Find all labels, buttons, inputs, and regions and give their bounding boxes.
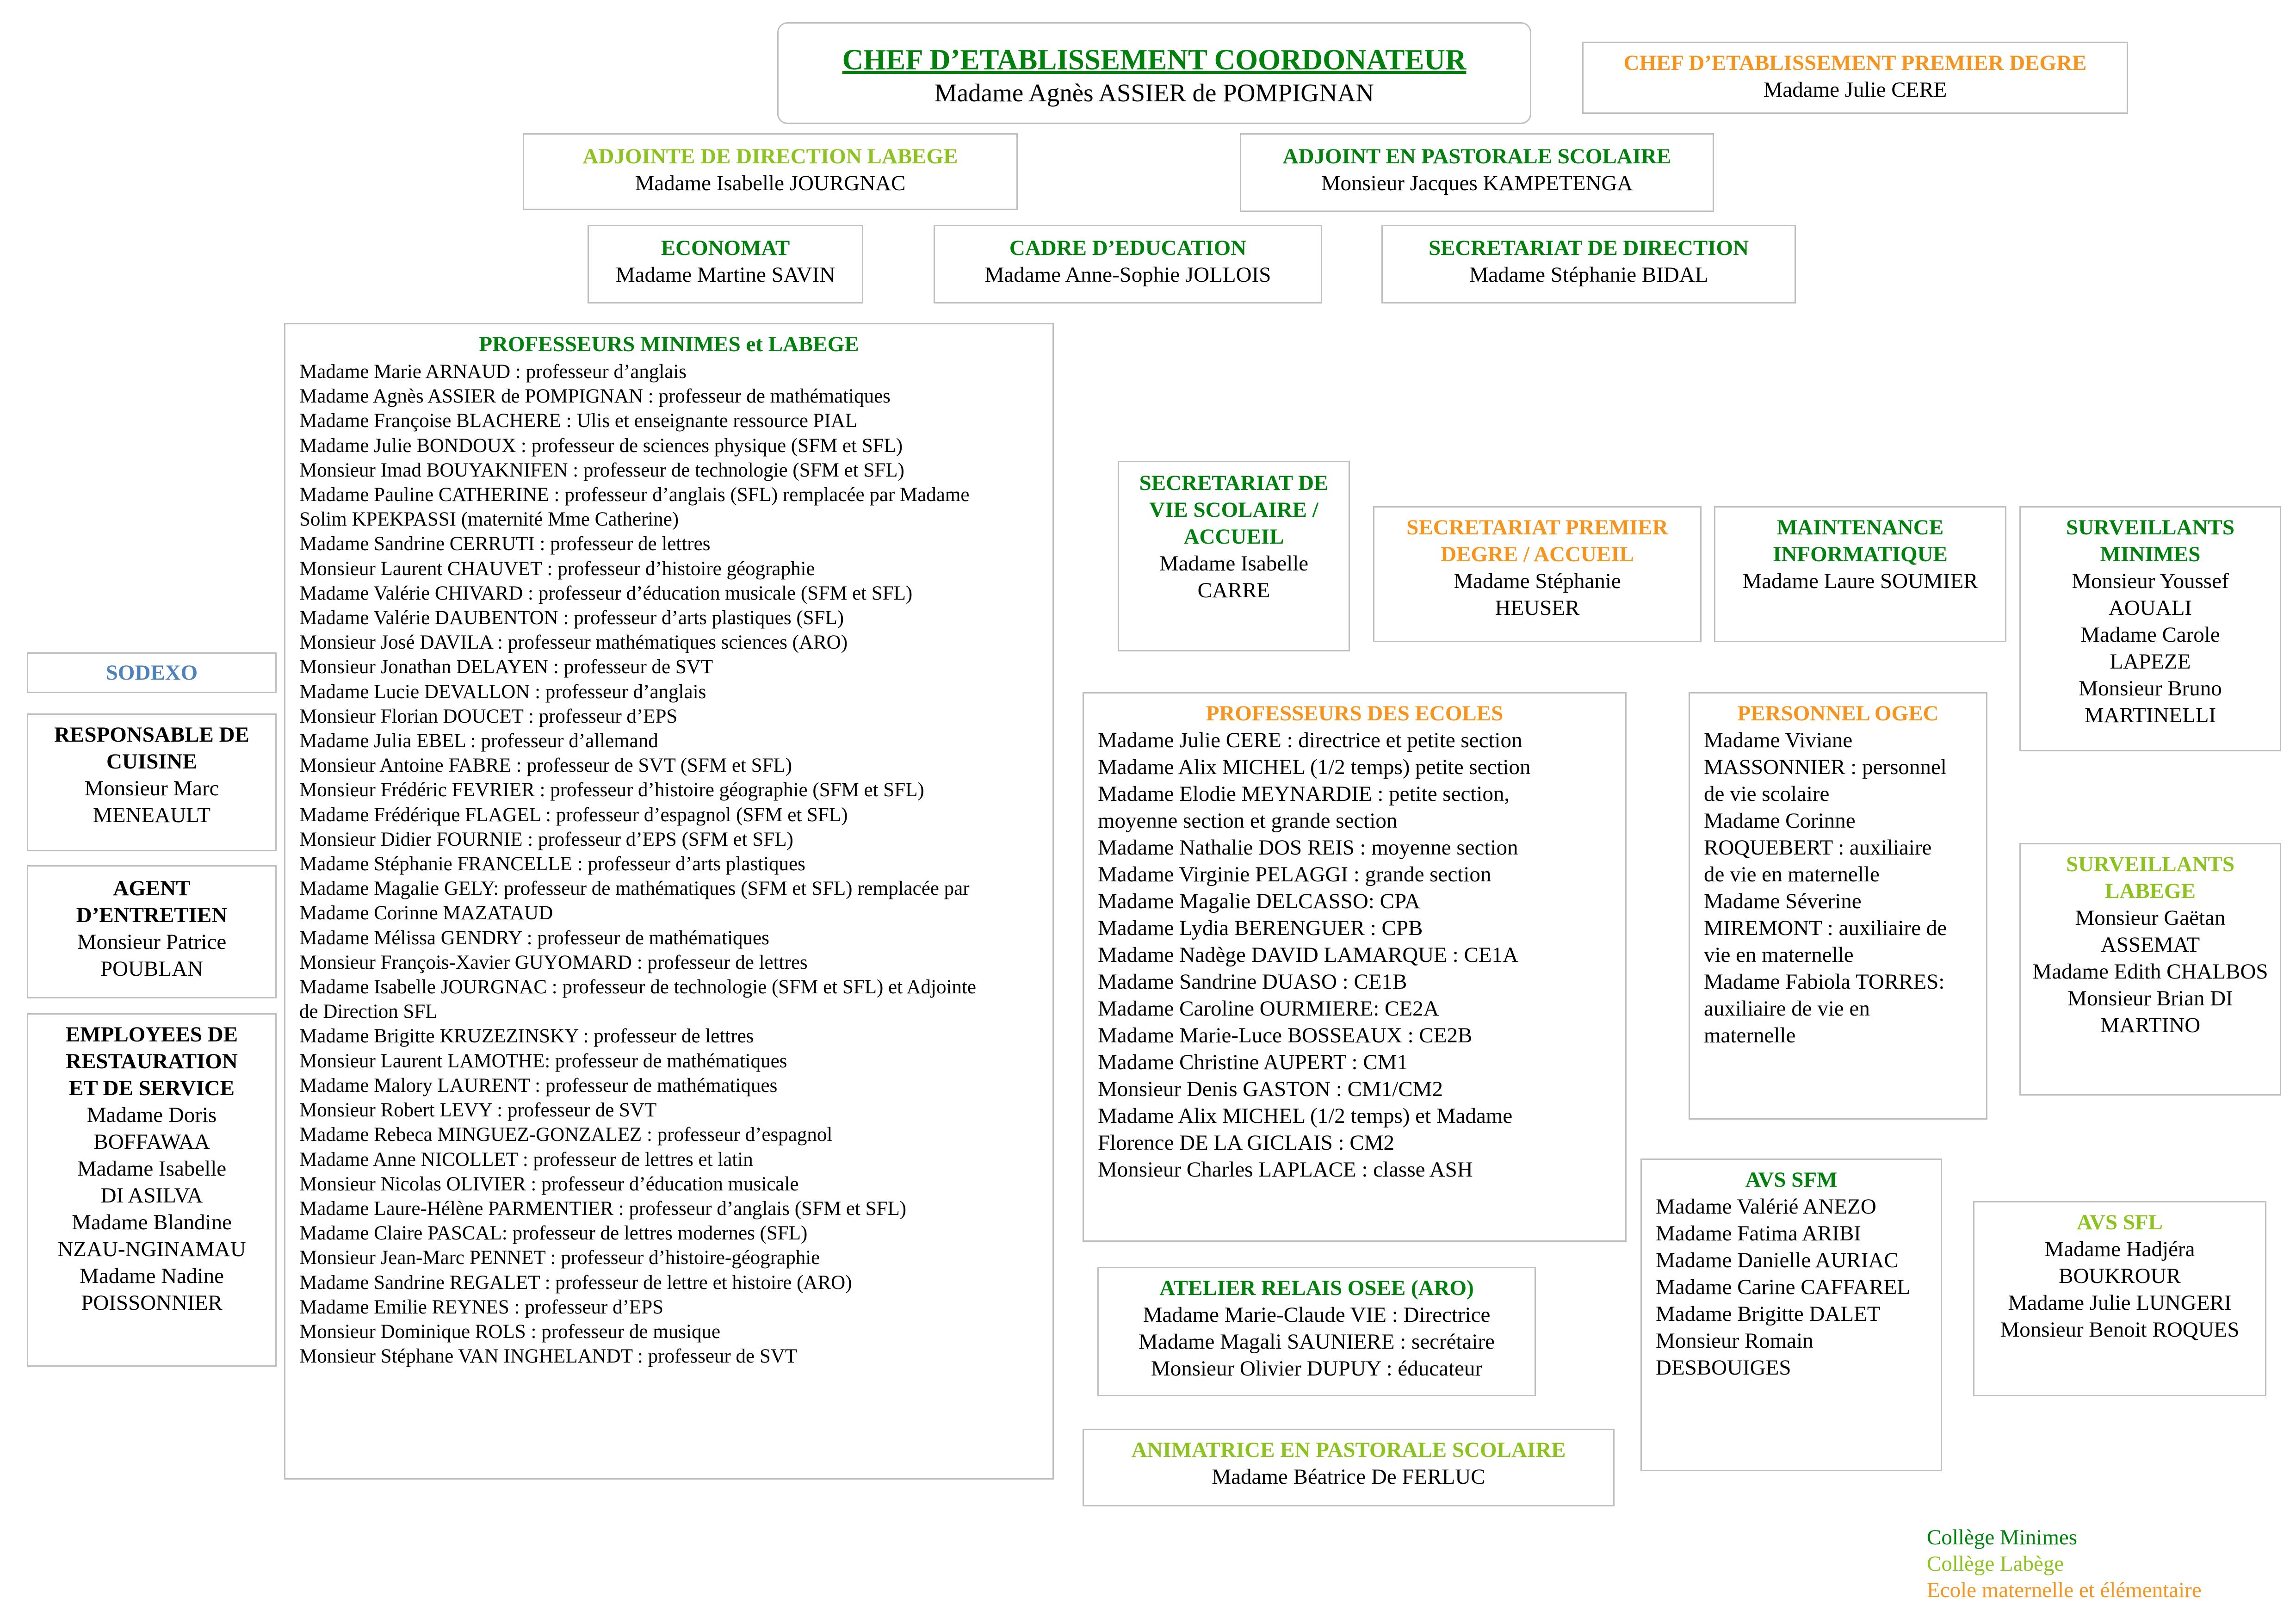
teacher-line: Madame Agnès ASSIER de POMPIGNAN : professeur de mathématiques xyxy=(299,385,891,408)
teacher-line: Monsieur Antoine FABRE : professeur de SVT (SFM et SFL) xyxy=(299,755,792,777)
person-name: MENEAULT xyxy=(93,803,211,827)
person-name: MARTINELLI xyxy=(2084,703,2216,727)
adjointe-direction-box xyxy=(523,133,1018,210)
teacher-line: Madame Valérie DAUBENTON : professeur d’arts plastiques (SFL) xyxy=(299,607,844,629)
teacher-line: Monsieur Florian DOUCET : professeur d’EPS xyxy=(299,705,678,727)
secretariat-direction-box xyxy=(1381,225,1796,304)
teacher-line: Madame Julie BONDOUX : professeur de sciences physique (SFM et SFL) xyxy=(299,434,903,457)
personnel-ogec-title: PERSONNEL OGEC xyxy=(1737,701,1939,725)
staff-line: Madame Viviane xyxy=(1704,728,1853,752)
person-name: Madame Danielle AURIAC xyxy=(1656,1248,1899,1272)
secretariat-premier-degre-names xyxy=(1381,568,1694,621)
person-name: MARTINO xyxy=(2100,1013,2201,1037)
title-line: ACCUEIL xyxy=(1183,525,1284,549)
agent-entretien-box xyxy=(27,865,277,998)
teacher-line: Madame Magalie GELY: professeur de mathématiques (SFM et SFL) remplacée par xyxy=(299,878,970,900)
avs-sfl-names xyxy=(1981,1236,2259,1343)
legend-ecole: Ecole maternelle et élémentaire xyxy=(1927,1578,2202,1602)
teacher-line: Madame Emilie REYNES : professeur d’EPS xyxy=(299,1296,664,1318)
teacher-line: Monsieur Stéphane VAN INGHELANDT : professeur de SVT xyxy=(299,1345,798,1368)
chef-coordonateur-name: Madame Agnès ASSIER de POMPIGNAN xyxy=(934,79,1374,107)
teacher-line: Madame Nadège DAVID LAMARQUE : CE1A xyxy=(1098,943,1518,967)
professeurs-minimes-labege-list xyxy=(299,359,1039,1369)
teacher-line: Madame Nathalie DOS REIS : moyenne section xyxy=(1098,836,1518,860)
staff-line: ROQUEBERT : auxiliaire xyxy=(1704,836,1932,860)
person-name: LAPEZE xyxy=(2110,650,2191,674)
person-name: Madame Doris xyxy=(87,1103,217,1127)
teacher-line: Madame Alix MICHEL (1/2 temps) petite section xyxy=(1098,755,1531,779)
person-name: Madame Isabelle xyxy=(1159,551,1309,576)
cadre-education-title: CADRE D’EDUCATION xyxy=(1009,236,1247,260)
secretariat-direction-name: Madame Stéphanie BIDAL xyxy=(1469,263,1708,287)
teacher-line: Madame Rebeca MINGUEZ-GONZALEZ : professeur d’espagnol xyxy=(299,1124,833,1146)
sodexo-box xyxy=(27,652,277,693)
title-line: LABEGE xyxy=(2105,879,2196,903)
teacher-line: Monsieur José DAVILA : professeur mathématiques sciences (ARO) xyxy=(299,632,848,654)
employees-restauration-box xyxy=(27,1013,277,1367)
secretariat-direction-title: SECRETARIAT DE DIRECTION xyxy=(1428,236,1749,260)
person-name: Madame Marie-Claude VIE : Directrice xyxy=(1143,1303,1491,1327)
teacher-line: Madame Sandrine REGALET : professeur de lettre et histoire (ARO) xyxy=(299,1271,852,1294)
secretariat-vie-scolaire-title xyxy=(1126,470,1342,550)
chef-premier-degre-box xyxy=(1582,42,2128,114)
atelier-relais-names xyxy=(1105,1301,1528,1382)
secretariat-vie-scolaire-box xyxy=(1118,461,1350,651)
atelier-relais-title: ATELIER RELAIS OSEE (ARO) xyxy=(1159,1276,1474,1300)
teacher-line: Madame Virginie PELAGGI : grande section xyxy=(1098,862,1491,886)
teacher-line: Monsieur Jean-Marc PENNET : professeur d’histoire-géographie xyxy=(299,1247,820,1269)
teacher-line: Madame Caroline OURMIERE: CE2A xyxy=(1098,997,1439,1021)
teacher-line: Madame Marie-Luce BOSSEAUX : CE2B xyxy=(1098,1023,1473,1047)
maintenance-informatique-names xyxy=(1722,568,1999,595)
chef-coordonateur-title: CHEF D’ETABLISSEMENT COORDONATEUR xyxy=(842,43,1467,76)
secretariat-vie-scolaire-names xyxy=(1126,550,1342,604)
animatrice-pastorale-title: ANIMATRICE EN PASTORALE SCOLAIRE xyxy=(1131,1438,1566,1462)
avs-sfm-title: AVS SFM xyxy=(1745,1168,1838,1192)
staff-line: MIREMONT : auxiliaire de xyxy=(1704,916,1947,940)
teacher-line: Monsieur Denis GASTON : CM1/CM2 xyxy=(1098,1077,1443,1101)
title-line: DEGRE / ACCUEIL xyxy=(1441,542,1634,566)
adjointe-direction-title: ADJOINTE DE DIRECTION LABEGE xyxy=(582,144,958,168)
staff-line: Madame Fabiola TORRES: xyxy=(1704,970,1945,994)
teacher-line: Madame Brigitte KRUZEZINSKY : professeur de lettres xyxy=(299,1025,754,1047)
maintenance-informatique-box xyxy=(1714,506,2006,642)
person-name: Monsieur Bruno xyxy=(2079,676,2222,700)
secretariat-premier-degre-box xyxy=(1373,506,1702,642)
person-name: Madame Isabelle xyxy=(77,1157,227,1181)
staff-line: Madame Séverine xyxy=(1704,889,1862,913)
title-line: SECRETARIAT DE xyxy=(1139,471,1329,495)
staff-line: vie en maternelle xyxy=(1704,943,1854,967)
agent-entretien-title xyxy=(35,875,269,929)
person-name: Madame Hadjéra xyxy=(2044,1237,2195,1261)
title-line: D’ENTRETIEN xyxy=(76,903,228,927)
teacher-line: Madame Malory LAURENT : professeur de mathématiques xyxy=(299,1074,778,1096)
professeurs-minimes-labege-box xyxy=(284,323,1054,1480)
adjoint-pastorale-box xyxy=(1240,133,1714,212)
surveillants-labege-title xyxy=(2023,851,2278,904)
legend-college-labege: Collège Labège xyxy=(1927,1552,2064,1576)
person-name: Monsieur Brian DI xyxy=(2067,986,2233,1010)
person-name: Madame Edith CHALBOS xyxy=(2032,960,2268,984)
teacher-line: Madame Françoise BLACHERE : Ulis et enseignante ressource PIAL xyxy=(299,410,858,432)
person-name: Madame Stéphanie xyxy=(1454,569,1621,593)
staff-line: auxiliaire de vie en xyxy=(1704,997,1870,1021)
color-legend xyxy=(1927,1524,2202,1604)
teacher-line: Madame Christine AUPERT : CM1 xyxy=(1098,1050,1408,1074)
teacher-line: Monsieur Jonathan DELAYEN : professeur de SVT xyxy=(299,656,713,678)
teacher-line: Madame Anne NICOLLET : professeur de lettres et latin xyxy=(299,1148,753,1171)
title-line: AGENT xyxy=(113,876,191,900)
title-line: MINIMES xyxy=(2100,542,2201,566)
surveillants-minimes-names xyxy=(2027,568,2273,729)
person-name: Monsieur Youssef xyxy=(2072,569,2229,593)
person-name: Monsieur Benoit ROQUES xyxy=(2000,1318,2240,1342)
professeurs-ecoles-list xyxy=(1098,727,1611,1183)
teacher-line: Madame Lucie DEVALLON : professeur d’anglais xyxy=(299,681,706,703)
cadre-education-name: Madame Anne-Sophie JOLLOIS xyxy=(984,263,1271,287)
legend-college-minimes: Collège Minimes xyxy=(1927,1525,2078,1549)
responsable-cuisine-title xyxy=(35,721,269,775)
person-name: DESBOUIGES xyxy=(1656,1356,1791,1380)
teacher-line: Madame Stéphanie FRANCELLE : professeur d’arts plastiques xyxy=(299,853,805,875)
responsable-cuisine-names xyxy=(35,775,269,829)
person-name: POISSONNIER xyxy=(81,1291,223,1315)
person-name: Monsieur Patrice xyxy=(77,930,227,954)
teacher-line: Monsieur Dominique ROLS : professeur de musique xyxy=(299,1320,721,1343)
teacher-line: Madame Pauline CATHERINE : professeur d’anglais (SFL) remplacée par Madame xyxy=(299,484,970,506)
adjointe-direction-name: Madame Isabelle JOURGNAC xyxy=(635,171,906,195)
person-name: Monsieur Gaëtan xyxy=(2075,906,2226,930)
title-line: ET DE SERVICE xyxy=(69,1076,235,1100)
professeurs-minimes-labege-title: PROFESSEURS MINIMES et LABEGE xyxy=(479,332,859,356)
teacher-line: de Direction SFL xyxy=(299,1001,438,1023)
teacher-line: Madame Sandrine CERRUTI : professeur de lettres xyxy=(299,533,711,555)
title-line: CUISINE xyxy=(106,750,197,774)
teacher-line: Madame Lydia BERENGUER : CPB xyxy=(1098,916,1423,940)
avs-sfm-list xyxy=(1656,1193,1927,1381)
sodexo-title: SODEXO xyxy=(105,661,198,685)
title-line: RESTAURATION xyxy=(66,1049,238,1073)
teacher-line: Monsieur Robert LEVY : professeur de SVT xyxy=(299,1099,657,1121)
person-name: Madame Nadine xyxy=(80,1264,224,1288)
staff-line: Madame Corinne xyxy=(1704,809,1856,833)
teacher-line: Madame Corinne MAZATAUD xyxy=(299,902,553,924)
person-name: Madame Carine CAFFAREL xyxy=(1656,1275,1911,1299)
teacher-line: Monsieur Laurent LAMOTHE: professeur de mathématiques xyxy=(299,1050,787,1072)
teacher-line: Monsieur Charles LAPLACE : classe ASH xyxy=(1098,1158,1473,1182)
teacher-line: Monsieur François-Xavier GUYOMARD : professeur de lettres xyxy=(299,951,808,973)
person-name: Madame Laure SOUMIER xyxy=(1742,569,1978,593)
professeurs-ecoles-box xyxy=(1083,692,1627,1242)
employees-restauration-names xyxy=(35,1102,269,1316)
teacher-line: Monsieur Laurent CHAUVET : professeur d’histoire géographie xyxy=(299,558,815,580)
teacher-line: Solim KPEKPASSI (maternité Mme Catherine) xyxy=(299,508,679,531)
person-name: Monsieur Olivier DUPUY : éducateur xyxy=(1151,1357,1483,1381)
economat-title: ECONOMAT xyxy=(661,236,790,260)
atelier-relais-box xyxy=(1097,1267,1536,1396)
teacher-line: Madame Julie CERE : directrice et petite section xyxy=(1098,728,1522,752)
title-line: RESPONSABLE DE xyxy=(54,723,249,747)
teacher-line: Madame Laure-Hélène PARMENTIER : professeur d’anglais (SFM et SFL) xyxy=(299,1197,907,1220)
teacher-line: Madame Alix MICHEL (1/2 temps) et Madame xyxy=(1098,1104,1513,1128)
teacher-line: Madame Elodie MEYNARDIE : petite section, xyxy=(1098,782,1510,806)
title-line: INFORMATIQUE xyxy=(1773,542,1948,566)
chef-premier-degre-name: Madame Julie CERE xyxy=(1763,78,1947,102)
person-name: Madame Valérié ANEZO xyxy=(1656,1195,1876,1219)
responsable-cuisine-box xyxy=(27,713,277,851)
person-name: Madame Magali SAUNIERE : secrétaire xyxy=(1138,1330,1495,1354)
person-name: BOUKROUR xyxy=(2059,1264,2181,1288)
economat-name: Madame Martine SAVIN xyxy=(615,263,835,287)
person-name: Madame Blandine xyxy=(72,1210,232,1234)
personnel-ogec-list xyxy=(1704,727,1972,1049)
teacher-line: Florence DE LA GICLAIS : CM2 xyxy=(1098,1131,1394,1155)
teacher-line: Madame Mélissa GENDRY : professeur de mathématiques xyxy=(299,927,769,949)
teacher-line: Madame Frédérique FLAGEL : professeur d’espagnol (SFM et SFL) xyxy=(299,804,848,826)
staff-line: de vie en maternelle xyxy=(1704,862,1880,886)
staff-line: MASSONNIER : personnel xyxy=(1704,755,1947,779)
teacher-line: Madame Claire PASCAL: professeur de lettres modernes (SFL) xyxy=(299,1222,808,1245)
agent-entretien-names xyxy=(35,929,269,982)
person-name: AOUALI xyxy=(2108,596,2192,620)
teacher-line: moyenne section et grande section xyxy=(1098,809,1398,833)
person-name: Monsieur Marc xyxy=(84,776,219,800)
person-name: DI ASILVA xyxy=(100,1183,203,1208)
title-line: SECRETARIAT PREMIER xyxy=(1406,515,1668,539)
title-line: SURVEILLANTS xyxy=(2066,515,2235,539)
teacher-line: Monsieur Imad BOUYAKNIFEN : professeur de technologie (SFM et SFL) xyxy=(299,459,904,481)
avs-sfl-title: AVS SFL xyxy=(2077,1210,2163,1234)
teacher-line: Madame Sandrine DUASO : CE1B xyxy=(1098,970,1407,994)
chef-coordonateur-box xyxy=(777,22,1531,124)
economat-box xyxy=(588,225,863,304)
person-name: HEUSER xyxy=(1495,596,1580,620)
teacher-line: Monsieur Didier FOURNIE : professeur d’EPS (SFM et SFL) xyxy=(299,828,793,850)
person-name: Madame Fatima ARIBI xyxy=(1656,1221,1861,1245)
chef-premier-degre-title: CHEF D’ETABLISSEMENT PREMIER DEGRE xyxy=(1623,51,2087,75)
animatrice-pastorale-name: Madame Béatrice De FERLUC xyxy=(1212,1465,1485,1489)
professeurs-ecoles-title: PROFESSEURS DES ECOLES xyxy=(1206,701,1504,725)
personnel-ogec-box xyxy=(1689,692,1987,1120)
avs-sfm-box xyxy=(1640,1158,1942,1471)
teacher-line: Monsieur Nicolas OLIVIER : professeur d’éducation musicale xyxy=(299,1173,799,1195)
cadre-education-box xyxy=(934,225,1322,304)
teacher-line: Madame Isabelle JOURGNAC : professeur de technologie (SFM et SFL) et Adjointe xyxy=(299,976,976,998)
staff-line: maternelle xyxy=(1704,1023,1796,1047)
staff-line: de vie scolaire xyxy=(1704,782,1830,806)
teacher-line: Madame Marie ARNAUD : professeur d’anglais xyxy=(299,361,687,383)
maintenance-informatique-title xyxy=(1722,514,1999,568)
person-name: Madame Carole xyxy=(2080,623,2220,647)
person-name: NZAU-NGINAMAU xyxy=(57,1237,246,1261)
teacher-line: Madame Julia EBEL : professeur d’allemand xyxy=(299,730,658,752)
person-name: Madame Julie LUNGERI xyxy=(2008,1291,2232,1315)
employees-restauration-title xyxy=(35,1021,269,1102)
title-line: SURVEILLANTS xyxy=(2066,852,2235,876)
avs-sfl-box xyxy=(1973,1201,2266,1396)
person-name: ASSEMAT xyxy=(2100,933,2200,957)
surveillants-labege-box xyxy=(2019,843,2281,1096)
surveillants-labege-names xyxy=(2023,904,2278,1039)
person-name: BOFFAWAA xyxy=(93,1130,210,1154)
title-line: EMPLOYEES DE xyxy=(65,1022,238,1047)
teacher-line: Madame Valérie CHIVARD : professeur d’éducation musicale (SFM et SFL) xyxy=(299,582,913,604)
teacher-line: Monsieur Frédéric FEVRIER : professeur d’histoire géographie (SFM et SFL) xyxy=(299,779,924,801)
secretariat-premier-degre-title xyxy=(1381,514,1694,568)
animatrice-pastorale-box xyxy=(1083,1429,1615,1506)
person-name: Madame Brigitte DALET xyxy=(1656,1302,1881,1326)
surveillants-minimes-box xyxy=(2019,506,2281,751)
title-line: MAINTENANCE xyxy=(1776,515,1944,539)
teacher-line: Madame Magalie DELCASSO: CPA xyxy=(1098,889,1420,913)
person-name: Monsieur Romain xyxy=(1656,1329,1813,1353)
surveillants-minimes-title xyxy=(2027,514,2273,568)
adjoint-pastorale-name: Monsieur Jacques KAMPETENGA xyxy=(1321,171,1633,195)
adjoint-pastorale-title: ADJOINT EN PASTORALE SCOLAIRE xyxy=(1282,144,1671,168)
title-line: VIE SCOLAIRE / xyxy=(1149,498,1318,522)
person-name: CARRE xyxy=(1197,578,1270,602)
person-name: POUBLAN xyxy=(100,957,203,981)
